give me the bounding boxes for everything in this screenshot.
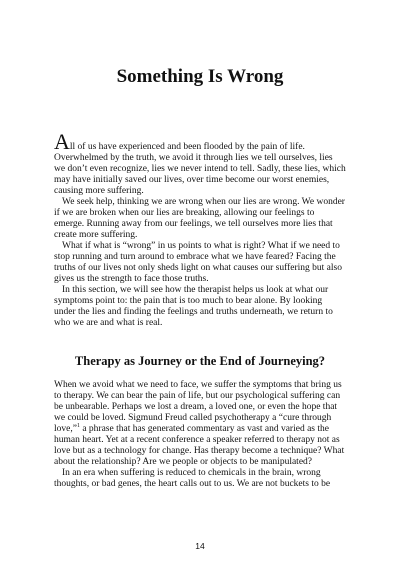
page-number: 14: [195, 541, 205, 551]
intro-text: [54, 129, 346, 329]
paragraph-1-text: ll of us have experienced and been flooded by the pain of life. Overwhelmed by the truth, we avoid it through lies we tell ourselves, lies we don’t even recognize, lies we never intend to tell. Sadly, these lies, which may have initially saved our lives, over time become our worst enemies, causing more suffering.: [54, 142, 346, 196]
paragraph-3: What if what is “wrong” in us points to what is right? What if we need to stop running and turn around to embrace what we have feared? Facing the truths of our lives not only sheds light on what causes our suffering but also gives us the strength to face those truths.: [54, 241, 342, 284]
paragraph-2: We seek help, thinking we are wrong when our lies are wrong. We wonder if we are broken when our lies are breaking, allowing our feelings to emerge. Running away from our feelings, we tell ourselves more lies that create more suffering.: [54, 197, 345, 240]
paragraph-5-text-b: a phrase that has generated commentary as vast and varied as the human heart. Yet at a recent conference a speaker referred to therapy not as love but as a technology for change. Has therapy become a technique? What about the relationship? Are we people or objects to be manipulated?: [54, 424, 345, 467]
paragraph-5-text-a: When we avoid what we need to face, we suffer the symptoms that bring us to therapy. We can bear the pain of life, but our psychological suffering can be unbearable. Perhaps we lost a dream, a loved one, or even the hope that we could be loved. Sigmund Freud called psychotherapy a “cure through love,”: [54, 380, 342, 434]
drop-cap: A: [54, 129, 70, 154]
footnote-marker: 1: [76, 422, 80, 429]
chapter-title: Something Is Wrong: [116, 66, 284, 87]
section-heading: Therapy as Journey or the End of Journeying?: [74, 354, 326, 368]
paragraph-1: [54, 129, 346, 197]
section-text: [54, 380, 346, 490]
paragraph-4: In this section, we will see how the therapist helps us look at what our symptoms point to: the pain that is too much to bear alone. By looking under the lies and finding the feelings and truths underneath, we return to who we are and what is real.: [54, 285, 333, 328]
paragraph-6: In an era when suffering is reduced to chemicals in the brain, wrong thoughts, or bad genes, the heart calls out to us. We are not buckets to be: [54, 468, 331, 489]
paragraph-5: [54, 380, 346, 468]
